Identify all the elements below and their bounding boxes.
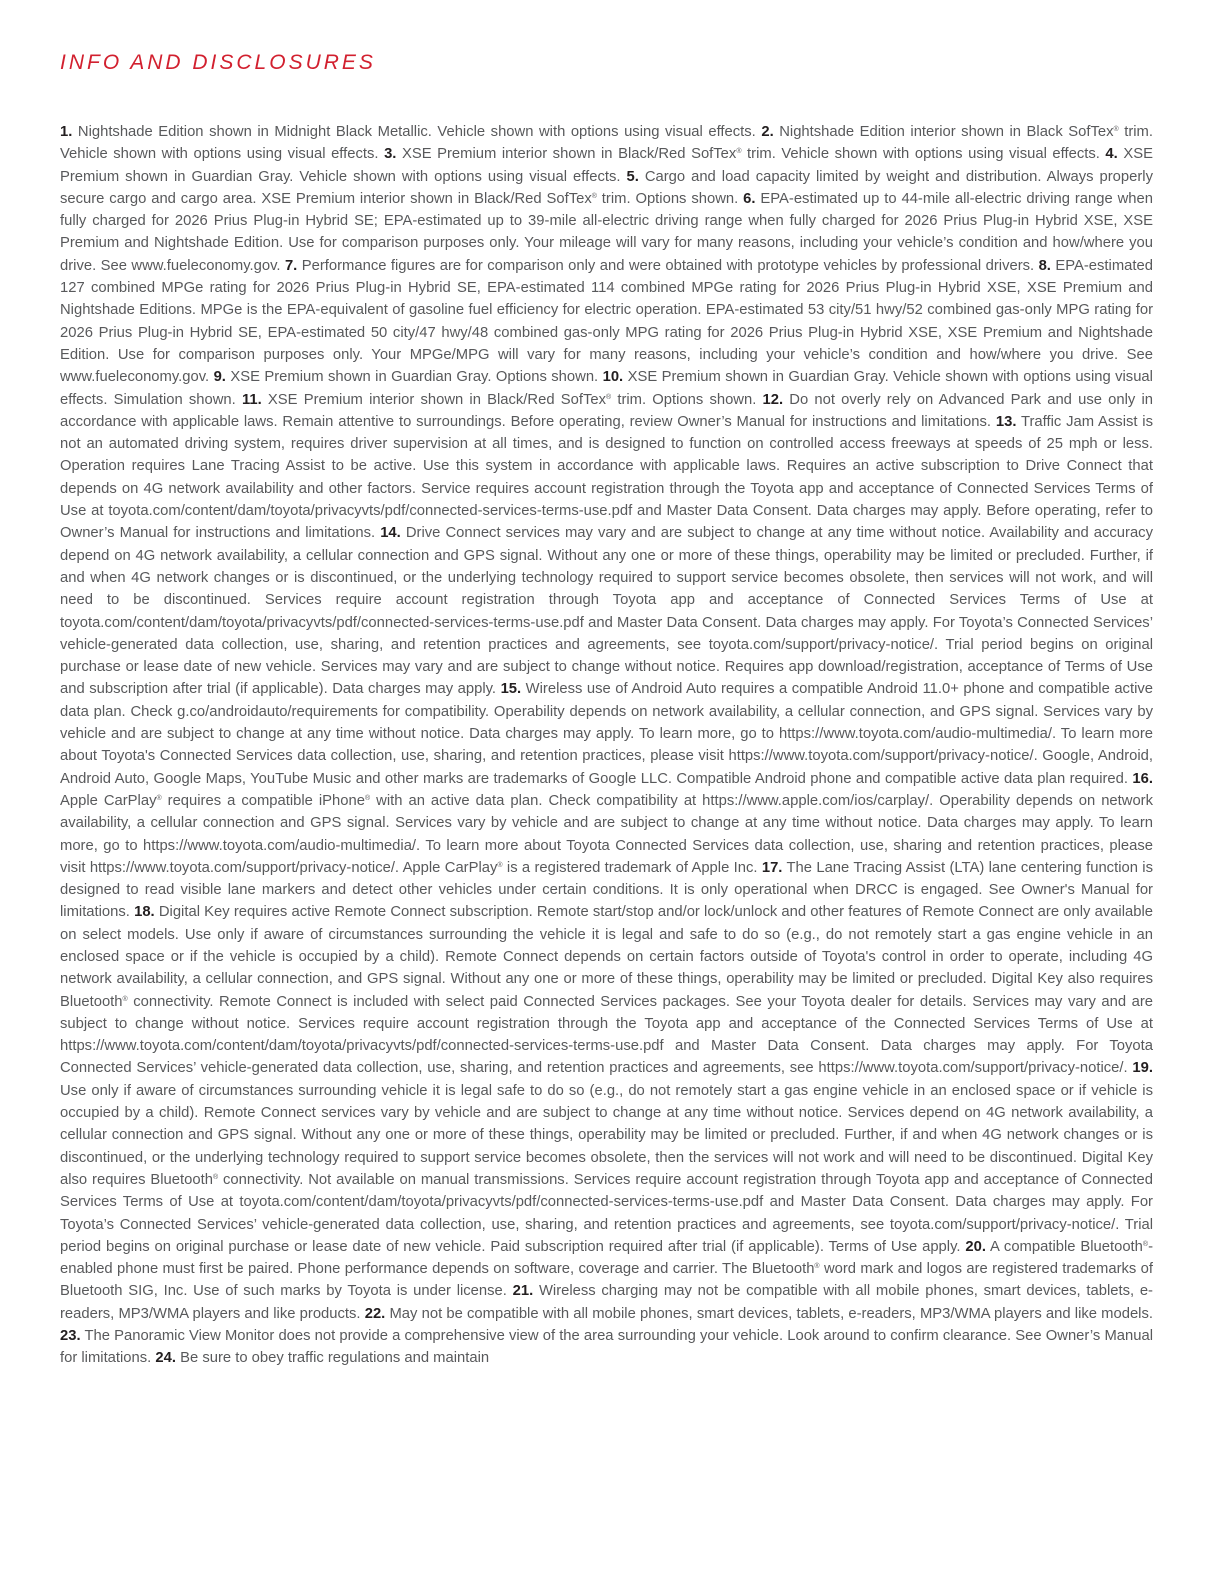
disclosure-number: 24. [155,1350,176,1367]
disclosure-text: Cargo and load capacity limited by weight and distribution. Always properly secure cargo and cargo area. XSE Premium interior shown in Black/Red SofTex® trim. Options shown. [60,168,1153,207]
disclosure-item [60,258,1153,385]
disclosure-text: XSE Premium interior shown in Black/Red SofTex® trim. Options shown. [267,391,757,408]
disclosure-number: 12. [762,391,784,408]
disclosure-number: 18. [134,904,155,921]
disclosure-number: 14. [380,525,401,542]
disclosure-number: 7. [284,257,298,274]
disclosure-text: Use only if aware of circumstances surrounding vehicle it is legal safe to do so (e.g., do not remotely start a gas engine vehicle in an enclosed space or if vehicle is occupied by a child). Remote Connect services vary by vehicle and are subject to change at any time without notice. Services depend on 4G network availability, a cellular connection and GPS signal. Without any one or more of these things, operability may be limited or precluded. Further, if and when 4G network changes or is discontinued, or the underlying technology required to support service becomes obsolete, then the services will not work and will need to be discontinued. Digital Key also requires Bluetooth® connectivity. Not available on manual transmissions. Services require account registration through Toyota app and acceptance of Connected Services Terms of Use at toyota.com/content/dam/toyota/privacyvts/pdf/connected-services-terms-use.pdf and Master Data Consent. Data charges may apply. For Toyota’s Connected Services’ vehicle-generated data collection, use, sharing, and retention practices and agreements, see toyota.com/support/privacy-notice/. Trial period begins on original purchase or lease date of new vehicle. Paid subscription required after trial (if applicable). Terms of Use apply. [60,1082,1153,1255]
disclosure-item [60,414,1153,541]
disclosure-item [242,392,756,408]
disclosure-number: 13. [995,413,1017,430]
disclosure-item [60,525,1153,697]
disclosure-number: 9. [213,369,226,386]
disclosure-number: 17. [761,859,783,876]
disclosure-item [214,369,599,385]
disclosure-text: Traffic Jam Assist is not an automated driving system, requires driver supervision at all times, and is designed to function on controlled access freeways at speeds of 25 mph or less. Operation requires Lane Tracing Assist to be active. Use this system in accordance with applicable laws. Requires an active subscription to Drive Connect that depends on 4G network availability and other factors. Service requires account registration through the Toyota app and acceptance of Connected Services Terms of Use at toyota.com/content/dam/toyota/privacyvts/pdf/connected-services-terms-use.pdf and Master Data Consent. Data charges may apply. Before operating, refer to Owner’s Manual for instructions and limitations. [60,413,1153,542]
disclosure-number: 21. [512,1283,534,1300]
disclosure-text: The Lane Tracing Assist (LTA) lane centering function is designed to read visible lane markers and detect other vehicles under certain conditions. It is only operational when DRCC is engaged. See Owner's Manual for limitations. [60,859,1153,921]
disclosure-item [155,1350,489,1366]
disclosure-number: 3. [384,146,397,163]
disclosure-number: 15. [500,681,522,698]
disclosure-text: XSE Premium shown in Guardian Gray. Options shown. [230,369,599,386]
disclosure-text: The Panoramic View Monitor does not provide a comprehensive view of the area surrounding your vehicle. Look around to confirm clearance. See Owner’s Manual for limitations. [60,1328,1153,1367]
disclosure-text: A compatible Bluetooth®-enabled phone must first be paired. Phone performance depends on software, coverage and carrier. The Bluetooth® word mark and logos are registered trademarks of Bluetooth SIG, Inc. Use of such marks by Toyota is under license. [60,1238,1153,1300]
disclosure-text: Performance figures are for comparison only and were obtained with prototype vehicles by professional drivers. [301,257,1035,274]
disclosure-number: 23. [60,1328,81,1345]
disclosure-item [60,904,1153,1076]
disclosure-item [365,1306,1153,1322]
disclosure-text: May not be compatible with all mobile phones, smart devices, tablets, e-readers, MP3/WMA players and like models. [389,1305,1153,1322]
disclosure-text: XSE Premium interior shown in Black/Red SofTex® trim. Vehicle shown with options using visual effects. [401,146,1100,163]
disclosure-item [384,146,1100,162]
page-title: INFO AND DISCLOSURES [60,51,376,74]
disclosure-text: EPA-estimated 127 combined MPGe rating for 2026 Prius Plug-in Hybrid SE, EPA-estimated 114 combined MPGe rating for 2026 Prius Plug-in Hybrid XSE, XSE Premium and Nightshade Editions. MPGe is the EPA-equivalent of gasoline fuel efficiency for electric operation. EPA-estimated 53 city/51 hwy/52 combined gas-only MPG rating for 2026 Prius Plug-in Hybrid SE, EPA-estimated 50 city/47 hwy/48 combined gas-only MPG rating for 2026 Prius Plug-in Hybrid XSE, XSE Premium and Nightshade Edition. Use for comparison purposes only. Your MPGe/MPG will vary for many reasons, including your vehicle’s condition and how/where you drive. See www.fueleconomy.gov. [60,257,1153,386]
disclosure-text: Apple CarPlay® requires a compatible iPhone® with an active data plan. Check compatibility at https://www.apple.com/ios/carplay/. Operability depends on network availability, a cellular connection and GPS signal. Services vary by vehicle and are subject to change at any time without notice. Data charges may apply. To learn more, go to https://www.toyota.com/audio-multimedia/. To learn more about Toyota Connected Services data collection, use, sharing and retention practices, please visit https://www.toyota.com/support/privacy-notice/. Apple CarPlay® is a registered trademark of Apple Inc. [60,792,1154,876]
disclosure-number: 19. [1132,1060,1153,1077]
disclosure-text: Digital Key requires active Remote Connect subscription. Remote start/stop and/or lock/unlock and other features of Remote Connect are only available on select models. Use only if aware of circumstances surrounding the vehicle it is legal and safe to do so (e.g., do not remotely start a gas engine vehicle in an enclosed space or if the vehicle is occupied by a child). Remote Connect depends on certain factors outside of Toyota's control in order to operate, including 4G network availability, a cellular connection, and GPS signal. Without any one or more of these things, operability may be limited or precluded. Digital Key also requires Bluetooth® connectivity. Remote Connect is included with select paid Connected Services packages. See your Toyota dealer for details. Services may vary and are subject to change without notice. Services require account registration through the Toyota app and acceptance of the Connected Services Terms of Use at https://www.toyota.com/content/dam/toyota/privacyvts/pdf/connected-services-terms-use.pdf and Master Data Consent. Data charges may apply. For Toyota Connected Services’ vehicle-generated data collection, use, sharing, and retention practices and agreements, see https://www.toyota.com/support/privacy-notice/. [60,904,1153,1077]
disclosure-number: 16. [1132,770,1153,787]
disclosure-item [60,1060,1153,1254]
disclosure-number: 1. [60,124,73,140]
disclosure-number: 5. [626,168,639,185]
disclosure-number: 11. [241,391,262,408]
disclosure-text: XSE Premium shown in Guardian Gray. Vehicle shown with options using visual effects. Simulation shown. [60,369,1153,408]
disclosure-text: Nightshade Edition interior shown in Black SofTex® trim. Vehicle shown with options using visual effects. [60,124,1153,163]
disclosure-number: 4. [1105,146,1118,163]
disclosure-number: 20. [965,1238,986,1255]
disclosure-text: Drive Connect services may vary and are subject to change at any time without notice. Availability and accuracy depend on 4G network availability, a cellular connection and GPS signal. Without any one or more of these things, operability may be limited or precluded. Further, if and when 4G network changes or is discontinued, or the underlying technology required to support service becomes obsolete, then services will not work, and will need to be discontinued. Services require account registration through Toyota app and acceptance of Connected Services Terms of Use at toyota.com/content/dam/toyota/privacyvts/pdf/connected-services-terms-use.pdf and Master Data Consent. Data charges may apply. For Toyota’s Connected Services’ vehicle-generated data collection, use, sharing, and retention practices and agreements, see toyota.com/support/privacy-notice/. Trial period begins on original purchase or lease date of new vehicle. Services may vary and are subject to change without notice. Requires app download/registration, acceptance of Terms of Use and subscription after trial (if applicable). Data charges may apply. [60,525,1153,698]
disclosure-text: EPA-estimated up to 44-mile all-electric driving range when fully charged for 2026 Prius Plug-in Hybrid SE; EPA-estimated up to 39-mile all-electric driving range when fully charged for 2026 Prius Plug-in Hybrid XSE, XSE Premium and Nightshade Edition. Use for comparison purposes only. Your mileage will vary for many reasons, including your vehicle’s condition and how/where you drive. See www.fueleconomy.gov. [60,190,1153,274]
disclosure-number: 22. [364,1305,386,1322]
disclosure-item [60,124,756,140]
disclosure-number: 10. [602,369,624,386]
disclosure-text: Do not overly rely on Advanced Park and use only in accordance with applicable laws. Remain attentive to surroundings. Before operating, review Owner’s Manual for instructions and limitations. [60,391,1153,430]
disclosure-text: Wireless use of Android Auto requires a compatible Android 11.0+ phone and compatible active data plan. Check g.co/androidauto/requirements for compatibility. Operability depends on network availability, a cellular connection, and GPS signal. Services vary by vehicle and are subject to change at any time without notice. Data charges may apply. To learn more, go to https://www.toyota.com/audio-multimedia/. To learn more about Toyota's Connected Services data collection, use, sharing, and retention practices, please visit https://www.toyota.com/support/privacy-notice/. Google, Android, Android Auto, Google Maps, YouTube Music and other marks are trademarks of Google LLC. Compatible Android phone and compatible active data plan required. [60,681,1153,787]
disclosure-text: Wireless charging may not be compatible with all mobile phones, smart devices, tablets, e-readers, MP3/WMA players and like products. [60,1283,1153,1322]
disclosure-number: 8. [1038,257,1051,274]
disclosure-text: Be sure to obey traffic regulations and maintain [180,1350,490,1367]
disclosure-body [60,121,1153,1370]
disclosure-text: Nightshade Edition shown in Midnight Black Metallic. Vehicle shown with options using visual effects. [77,124,756,140]
disclosure-number: 2. [761,124,774,140]
disclosure-number: 6. [743,190,756,207]
disclosure-text: XSE Premium shown in Guardian Gray. Vehicle shown with options using visual effects. [60,146,1153,185]
disclosure-item [285,258,1034,274]
